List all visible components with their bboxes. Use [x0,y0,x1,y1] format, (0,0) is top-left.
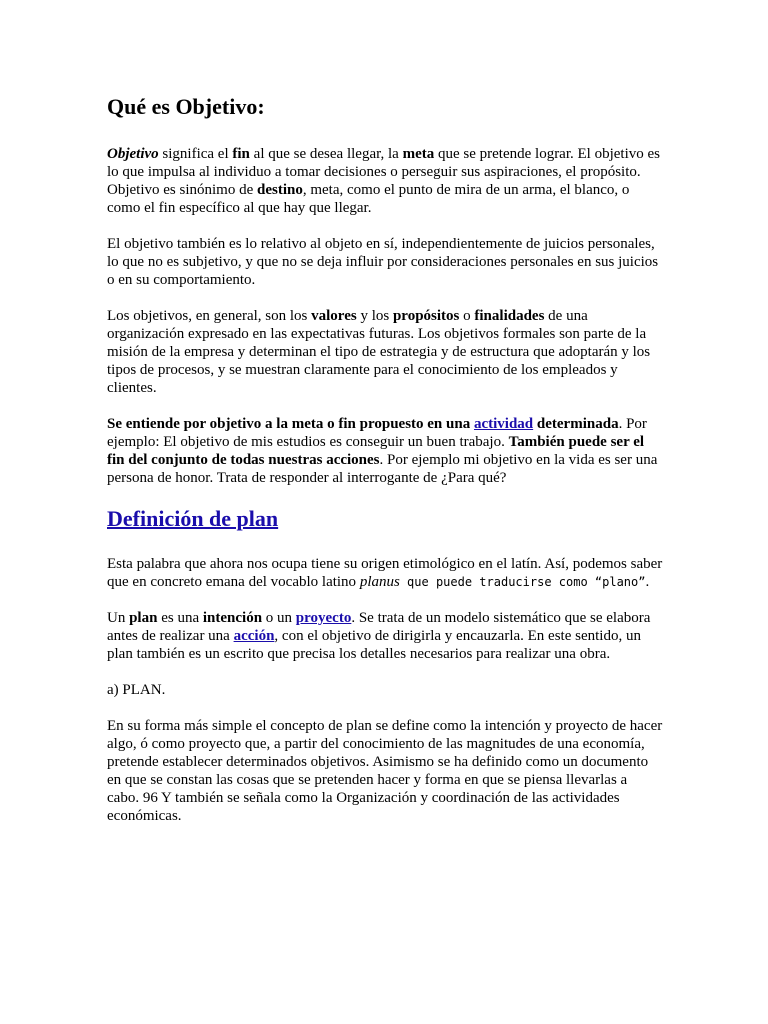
link-accion[interactable]: acción [233,628,275,644]
document-page [107,93,663,843]
paragraph-plan-concepto: En su forma más simple el concepto de plan se define como la intención y proyecto de hacer algo, ó como proyecto que, a partir del conocimiento de las magnitudes de una economía, pretende establecer determinados objetivos. Asimismo se ha definido como un documento en que se constan las cosas que se pretenden hacer y forma en que se piensa llevarlas a cabo. 96 Y también se señala como la Organización y coordinación de las actividades económicas. [107,718,663,824]
link-definicion-de-plan[interactable]: Definición de plan [107,506,279,531]
paragraph-objetivos-organizacion: Los objetivos, en general, son los valores y los propósitos o finalidades de una organización expresado en las expectativas futuras. Los objetivos formales son parte de la misión de la empresa y determinan el tipo de estrategia y de estructura que adoptarán y los tipos de procesos, y se muestran claramente para el conocimiento de los empleados y clientes. [107,308,651,396]
heading-definicion-de-plan [107,505,663,533]
term-objetivo: Objetivo [107,146,159,162]
paragraph-objetivo-meta: Se entiende por objetivo a la meta o fin propuesto en una actividad determinada. Por ejemplo: El objetivo de mis estudios es conseguir un buen trabajo. También puede ser el fin del conjunto de todas nuestras acciones. Por ejemplo mi objetivo en la vida es ser una persona de honor. Trata de responder al interrogante de ¿Para qué? [107,416,658,486]
link-actividad[interactable]: actividad [473,416,534,432]
link-proyecto[interactable]: proyecto [295,610,352,626]
paragraph-objetivo-definicion: Objetivo significa el fin al que se desea llegar, la meta que se pretende lograr. El objetivo es lo que impulsa al individuo a tomar decisiones o perseguir sus aspiraciones, el propósito. Objetivo es sinónimo de destino, meta, como el punto de mira de un arma, el blanco, o como el fin específico al que hay que llegar. [107,146,660,216]
heading-que-es-objetivo: Qué es Objetivo: [107,94,265,119]
paragraph-objetivo-relativo: El objetivo también es lo relativo al objeto en sí, independientemente de juicios personales, lo que no es subjetivo, y que no se deja influir por consideraciones personales en sus juicios o en su comportamiento. [107,236,659,288]
paragraph-plan-origen: Esta palabra que ahora nos ocupa tiene su origen etimológico en el latín. Así, podemos saber que en concreto emana del vocablo latino planus que puede traducirse como “plano”. [107,556,663,590]
paragraph-plan-definicion: Un plan es una intención o un proyecto. Se trata de un modelo sistemático que se elabora antes de realizar una acción, con el objetivo de dirigirla y encauzarla. En este sentido, un plan también es un escrito que precisa los detalles necesarios para realizar una obra. [107,610,651,662]
paragraph-plan-label: a) PLAN. [107,682,166,698]
